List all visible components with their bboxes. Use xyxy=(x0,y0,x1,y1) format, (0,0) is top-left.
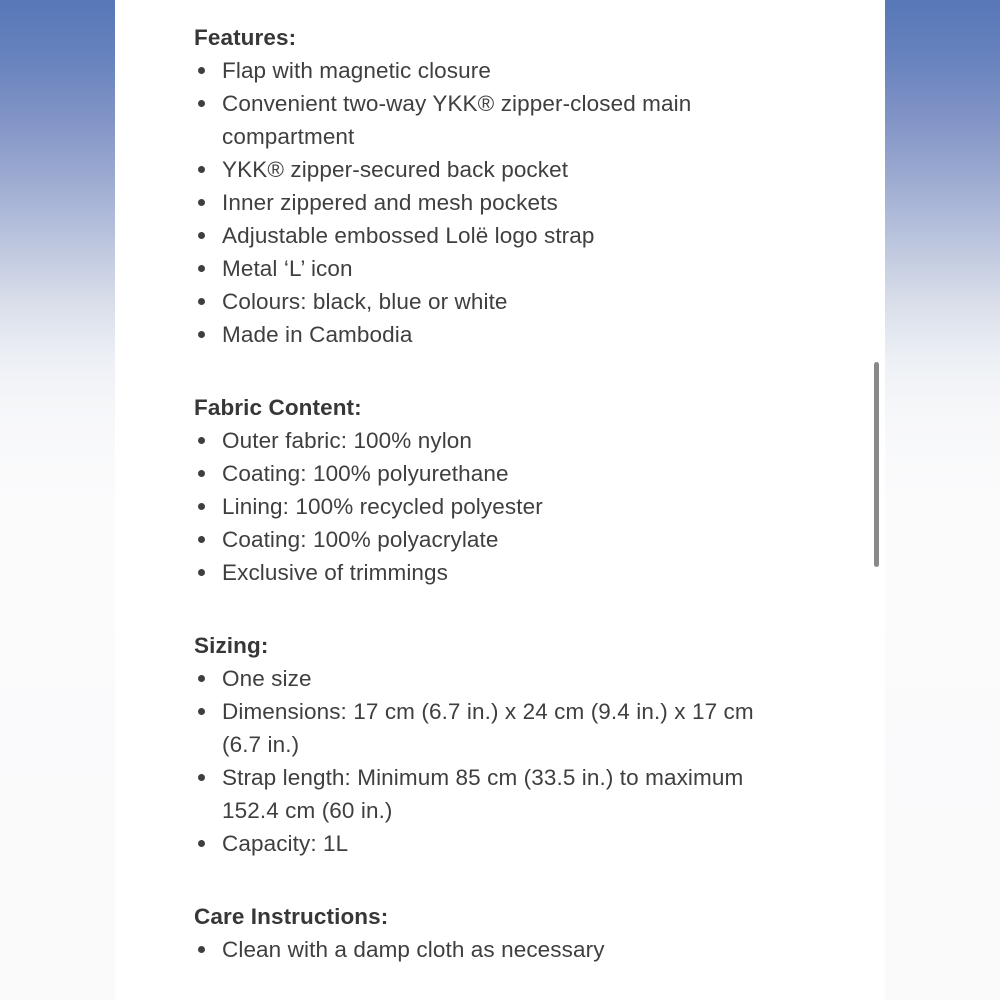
list-item-text: Strap length: Minimum 85 cm (33.5 in.) to maximum 152.4 cm (60 in.) xyxy=(222,765,744,823)
bullet-dot-icon xyxy=(198,437,205,444)
list-item xyxy=(194,695,777,761)
list-item-text: Outer fabric: 100% nylon xyxy=(222,428,473,453)
bullet-dot-icon xyxy=(198,675,205,682)
list-item xyxy=(194,556,777,589)
description-section xyxy=(194,21,885,351)
list-item-text: Exclusive of trimmings xyxy=(222,560,449,585)
section-list xyxy=(194,662,777,860)
bullet-dot-icon xyxy=(198,199,205,206)
description-section xyxy=(194,629,885,860)
bullet-dot-icon xyxy=(198,774,205,781)
bullet-dot-icon xyxy=(198,946,205,953)
list-item-text: Colours: black, blue or white xyxy=(222,289,508,314)
list-item-text: Lining: 100% recycled polyester xyxy=(222,494,543,519)
list-item-text: Made in Cambodia xyxy=(222,322,413,347)
list-item xyxy=(194,827,777,860)
bullet-dot-icon xyxy=(198,708,205,715)
bullet-dot-icon xyxy=(198,298,205,305)
list-item-text: Clean with a damp cloth as necessary xyxy=(222,937,605,962)
list-item xyxy=(194,54,777,87)
bullet-dot-icon xyxy=(198,470,205,477)
bullet-dot-icon xyxy=(198,265,205,272)
bullet-dot-icon xyxy=(198,166,205,173)
list-item-text: Metal ‘L’ icon xyxy=(222,256,353,281)
bullet-dot-icon xyxy=(198,840,205,847)
list-item xyxy=(194,186,777,219)
list-item-text: Coating: 100% polyacrylate xyxy=(222,527,499,552)
list-item xyxy=(194,457,777,490)
section-heading: Care Instructions: xyxy=(194,904,389,929)
list-item-text: Capacity: 1L xyxy=(222,831,349,856)
bullet-dot-icon xyxy=(198,503,205,510)
list-item-text: Coating: 100% polyurethane xyxy=(222,461,509,486)
list-item xyxy=(194,219,777,252)
list-item-text: Flap with magnetic closure xyxy=(222,58,491,83)
right-gradient-band xyxy=(885,0,1000,1000)
list-item xyxy=(194,933,777,966)
list-item-text: Dimensions: 17 cm (6.7 in.) x 24 cm (9.4 in.) x 17 cm (6.7 in.) xyxy=(222,699,754,757)
bullet-dot-icon xyxy=(198,331,205,338)
bullet-dot-icon xyxy=(198,232,205,239)
list-item xyxy=(194,662,777,695)
bullet-dot-icon xyxy=(198,100,205,107)
description-section xyxy=(194,900,885,966)
list-item-text: Convenient two-way YKK® zipper-closed main compartment xyxy=(222,91,692,149)
list-item-text: Inner zippered and mesh pockets xyxy=(222,190,558,215)
list-item xyxy=(194,523,777,556)
section-list xyxy=(194,933,777,966)
section-heading: Fabric Content: xyxy=(194,395,362,420)
list-item xyxy=(194,252,777,285)
section-heading: Sizing: xyxy=(194,633,269,658)
list-item-text: YKK® zipper-secured back pocket xyxy=(222,157,569,182)
list-item xyxy=(194,153,777,186)
list-item xyxy=(194,424,777,457)
bullet-dot-icon xyxy=(198,67,205,74)
list-item xyxy=(194,761,777,827)
section-list xyxy=(194,424,777,589)
list-item xyxy=(194,285,777,318)
left-gradient-band xyxy=(0,0,115,1000)
list-item-text: Adjustable embossed Lolë logo strap xyxy=(222,223,595,248)
description-section xyxy=(194,391,885,589)
list-item xyxy=(194,318,777,351)
section-list xyxy=(194,54,777,351)
list-item xyxy=(194,87,777,153)
list-item-text: One size xyxy=(222,666,312,691)
section-heading: Features: xyxy=(194,25,297,50)
list-item xyxy=(194,490,777,523)
bullet-dot-icon xyxy=(198,569,205,576)
content-column[interactable] xyxy=(115,0,885,1000)
bullet-dot-icon xyxy=(198,536,205,543)
scrollbar-thumb[interactable] xyxy=(874,362,879,567)
